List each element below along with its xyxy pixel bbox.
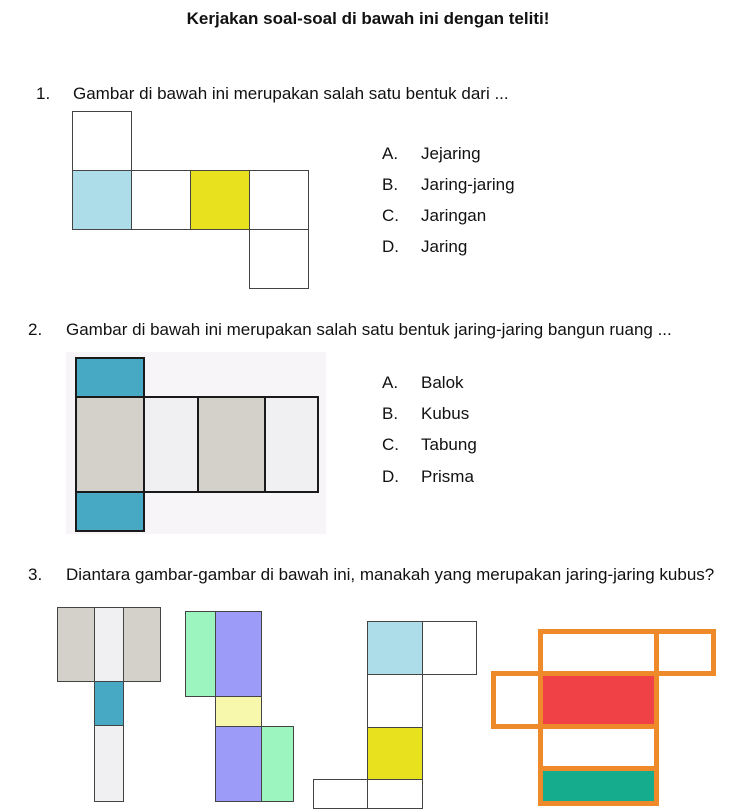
question-3-text: Diantara gambar-gambar di bawah ini, manakah yang merupakan jaring-jaring kubus? [66, 565, 715, 584]
net-face [538, 766, 659, 806]
option-text: Jaring [421, 237, 468, 256]
net-face [143, 396, 199, 493]
option-text: Jaringan [421, 206, 487, 225]
option-text: Kubus [421, 404, 470, 423]
option-letter: C. [382, 435, 399, 454]
net-face [422, 621, 477, 675]
option-letter: B. [382, 175, 399, 194]
question-1-number: 1. [36, 84, 51, 103]
question-2-option-a[interactable] [382, 373, 464, 393]
option-letter: D. [382, 237, 399, 256]
option-letter: C. [382, 206, 399, 225]
net-square [249, 229, 309, 289]
question-2-option-d[interactable] [382, 467, 474, 487]
net-face [57, 607, 95, 682]
net-face [94, 681, 124, 726]
net-face [367, 621, 423, 675]
question-1-text: Gambar di bawah ini merupakan salah satu bentuk dari ... [73, 84, 509, 103]
net-face [197, 396, 266, 493]
option-text: Balok [421, 373, 464, 392]
net-face [185, 611, 216, 697]
net-square [72, 111, 132, 171]
option-letter: A. [382, 373, 399, 392]
question-2-number: 2. [28, 320, 43, 339]
question-2-text: Gambar di bawah ini merupakan salah satu bentuk jaring-jaring bangun ruang ... [66, 320, 672, 339]
question-1-option-a[interactable] [382, 144, 481, 164]
net-square-yellow [190, 170, 250, 230]
option-letter: B. [382, 404, 399, 423]
net-face [215, 696, 262, 727]
net-square [249, 170, 309, 230]
net-square-blue [72, 170, 132, 230]
net-face [215, 726, 262, 802]
option-letter: D. [382, 467, 399, 486]
net-face-top [75, 357, 145, 398]
question-2 [28, 320, 728, 342]
net-face [94, 607, 124, 682]
net-face-bottom [75, 491, 145, 532]
net-square [131, 170, 191, 230]
net-face [367, 779, 423, 809]
question-1-option-b[interactable] [382, 175, 515, 195]
net-face [538, 724, 659, 771]
question-2-option-b[interactable] [382, 404, 469, 424]
page-title: Kerjakan soal-soal di bawah ini dengan teliti! [186, 9, 550, 28]
question-2-option-c[interactable] [382, 435, 477, 455]
net-face [123, 607, 161, 682]
net-face [94, 725, 124, 802]
question-1-option-d[interactable] [382, 237, 467, 257]
option-text: Prisma [421, 467, 474, 486]
net-face [313, 779, 368, 809]
option-letter: A. [382, 144, 399, 163]
net-face [261, 726, 294, 802]
net-face [538, 671, 659, 729]
net-face [491, 671, 543, 729]
option-text: Tabung [421, 435, 477, 454]
option-text: Jaring-jaring [421, 175, 515, 194]
net-face [264, 396, 319, 493]
question-1 [36, 84, 726, 106]
net-face [538, 629, 659, 676]
net-face [367, 674, 423, 728]
net-face [75, 396, 145, 493]
question-3-number: 3. [28, 565, 43, 584]
option-text: Jejaring [421, 144, 481, 163]
net-face [654, 629, 716, 676]
net-face [215, 611, 262, 697]
question-3 [28, 565, 733, 587]
question-1-option-c[interactable] [382, 206, 486, 226]
net-face [367, 727, 423, 780]
